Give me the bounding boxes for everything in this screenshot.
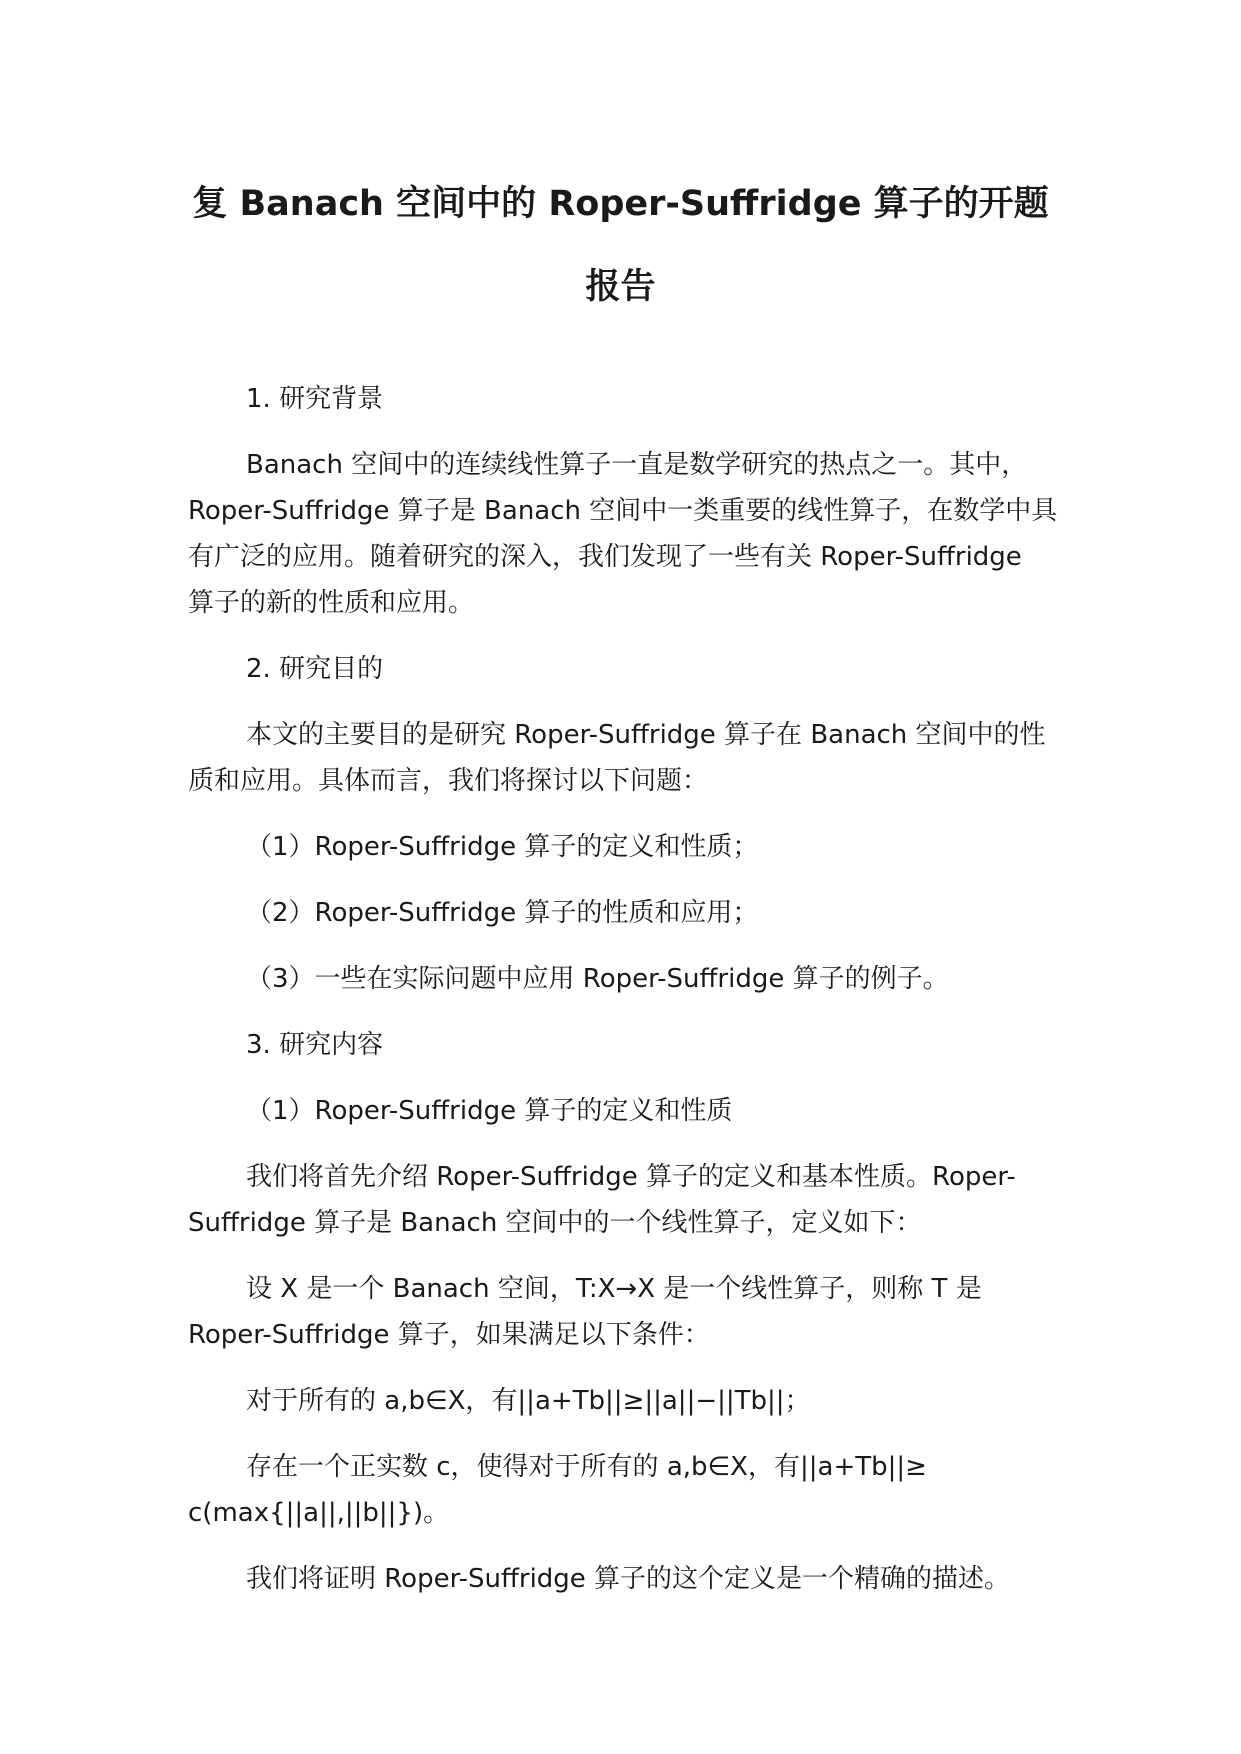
section-heading-1: 1. 研究背景 bbox=[246, 384, 384, 414]
section-heading-3: 3. 研究内容 bbox=[246, 1030, 384, 1060]
condition-1: 对于所有的 a,b∈X，有||a+Tb||≥||a||−||Tb||； bbox=[246, 1386, 811, 1416]
paragraph-line: Suffridge 算子是 Banach 空间中的一个线性算子，定义如下： bbox=[188, 1208, 922, 1238]
subheading-definition: （1）Roper-Suffridge 算子的定义和性质 bbox=[246, 1096, 733, 1126]
list-item-3: （3）一些在实际问题中应用 Roper-Suffridge 算子的例子。 bbox=[246, 964, 949, 994]
paragraph-line: Roper-Suffridge 算子是 Banach 空间中一类重要的线性算子，在数学中具 bbox=[188, 496, 1058, 526]
paragraph-background bbox=[188, 442, 1060, 626]
paragraph-line: 质和应用。具体而言，我们将探讨以下问题： bbox=[188, 766, 709, 796]
document-title-line-2: 报告 bbox=[585, 267, 656, 307]
document-body bbox=[188, 376, 1060, 1602]
paragraph-line: 存在一个正实数 c，使得对于所有的 a,b∈X，有||a+Tb||≥ bbox=[246, 1452, 927, 1482]
paragraph-line: 有广泛的应用。随着研究的深入，我们发现了一些有关 Roper-Suffridge bbox=[188, 542, 1022, 572]
paragraph-definition-intro bbox=[188, 1154, 1060, 1246]
list-item-1: （1）Roper-Suffridge 算子的定义和性质； bbox=[246, 832, 759, 862]
paragraph-purpose bbox=[188, 712, 1060, 804]
paragraph-line: Roper-Suffridge 算子，如果满足以下条件： bbox=[188, 1320, 710, 1350]
paragraph-line: c(max{||a||,||b||})。 bbox=[188, 1498, 450, 1528]
paragraph-line: Banach 空间中的连续线性算子一直是数学研究的热点之一。其中， bbox=[246, 450, 1028, 480]
closing-sentence: 我们将证明 Roper-Suffridge 算子的这个定义是一个精确的描述。 bbox=[246, 1564, 1011, 1594]
document-title-line-1: 复 Banach 空间中的 Roper-Suffridge 算子的开题 bbox=[192, 184, 1049, 224]
paragraph-line: 本文的主要目的是研究 Roper-Suffridge 算子在 Banach 空间中的性 bbox=[246, 720, 1046, 750]
paragraph-definition bbox=[188, 1266, 1060, 1358]
condition-2 bbox=[188, 1444, 1060, 1536]
paragraph-line: 设 X 是一个 Banach 空间，T:X→X 是一个线性算子，则称 T 是 bbox=[246, 1274, 982, 1304]
section-heading-2: 2. 研究目的 bbox=[246, 654, 384, 684]
list-item-2: （2）Roper-Suffridge 算子的性质和应用； bbox=[246, 898, 759, 928]
paragraph-line: 我们将首先介绍 Roper-Suffridge 算子的定义和基本性质。Roper- bbox=[246, 1162, 1016, 1192]
paragraph-line: 算子的新的性质和应用。 bbox=[188, 588, 475, 618]
